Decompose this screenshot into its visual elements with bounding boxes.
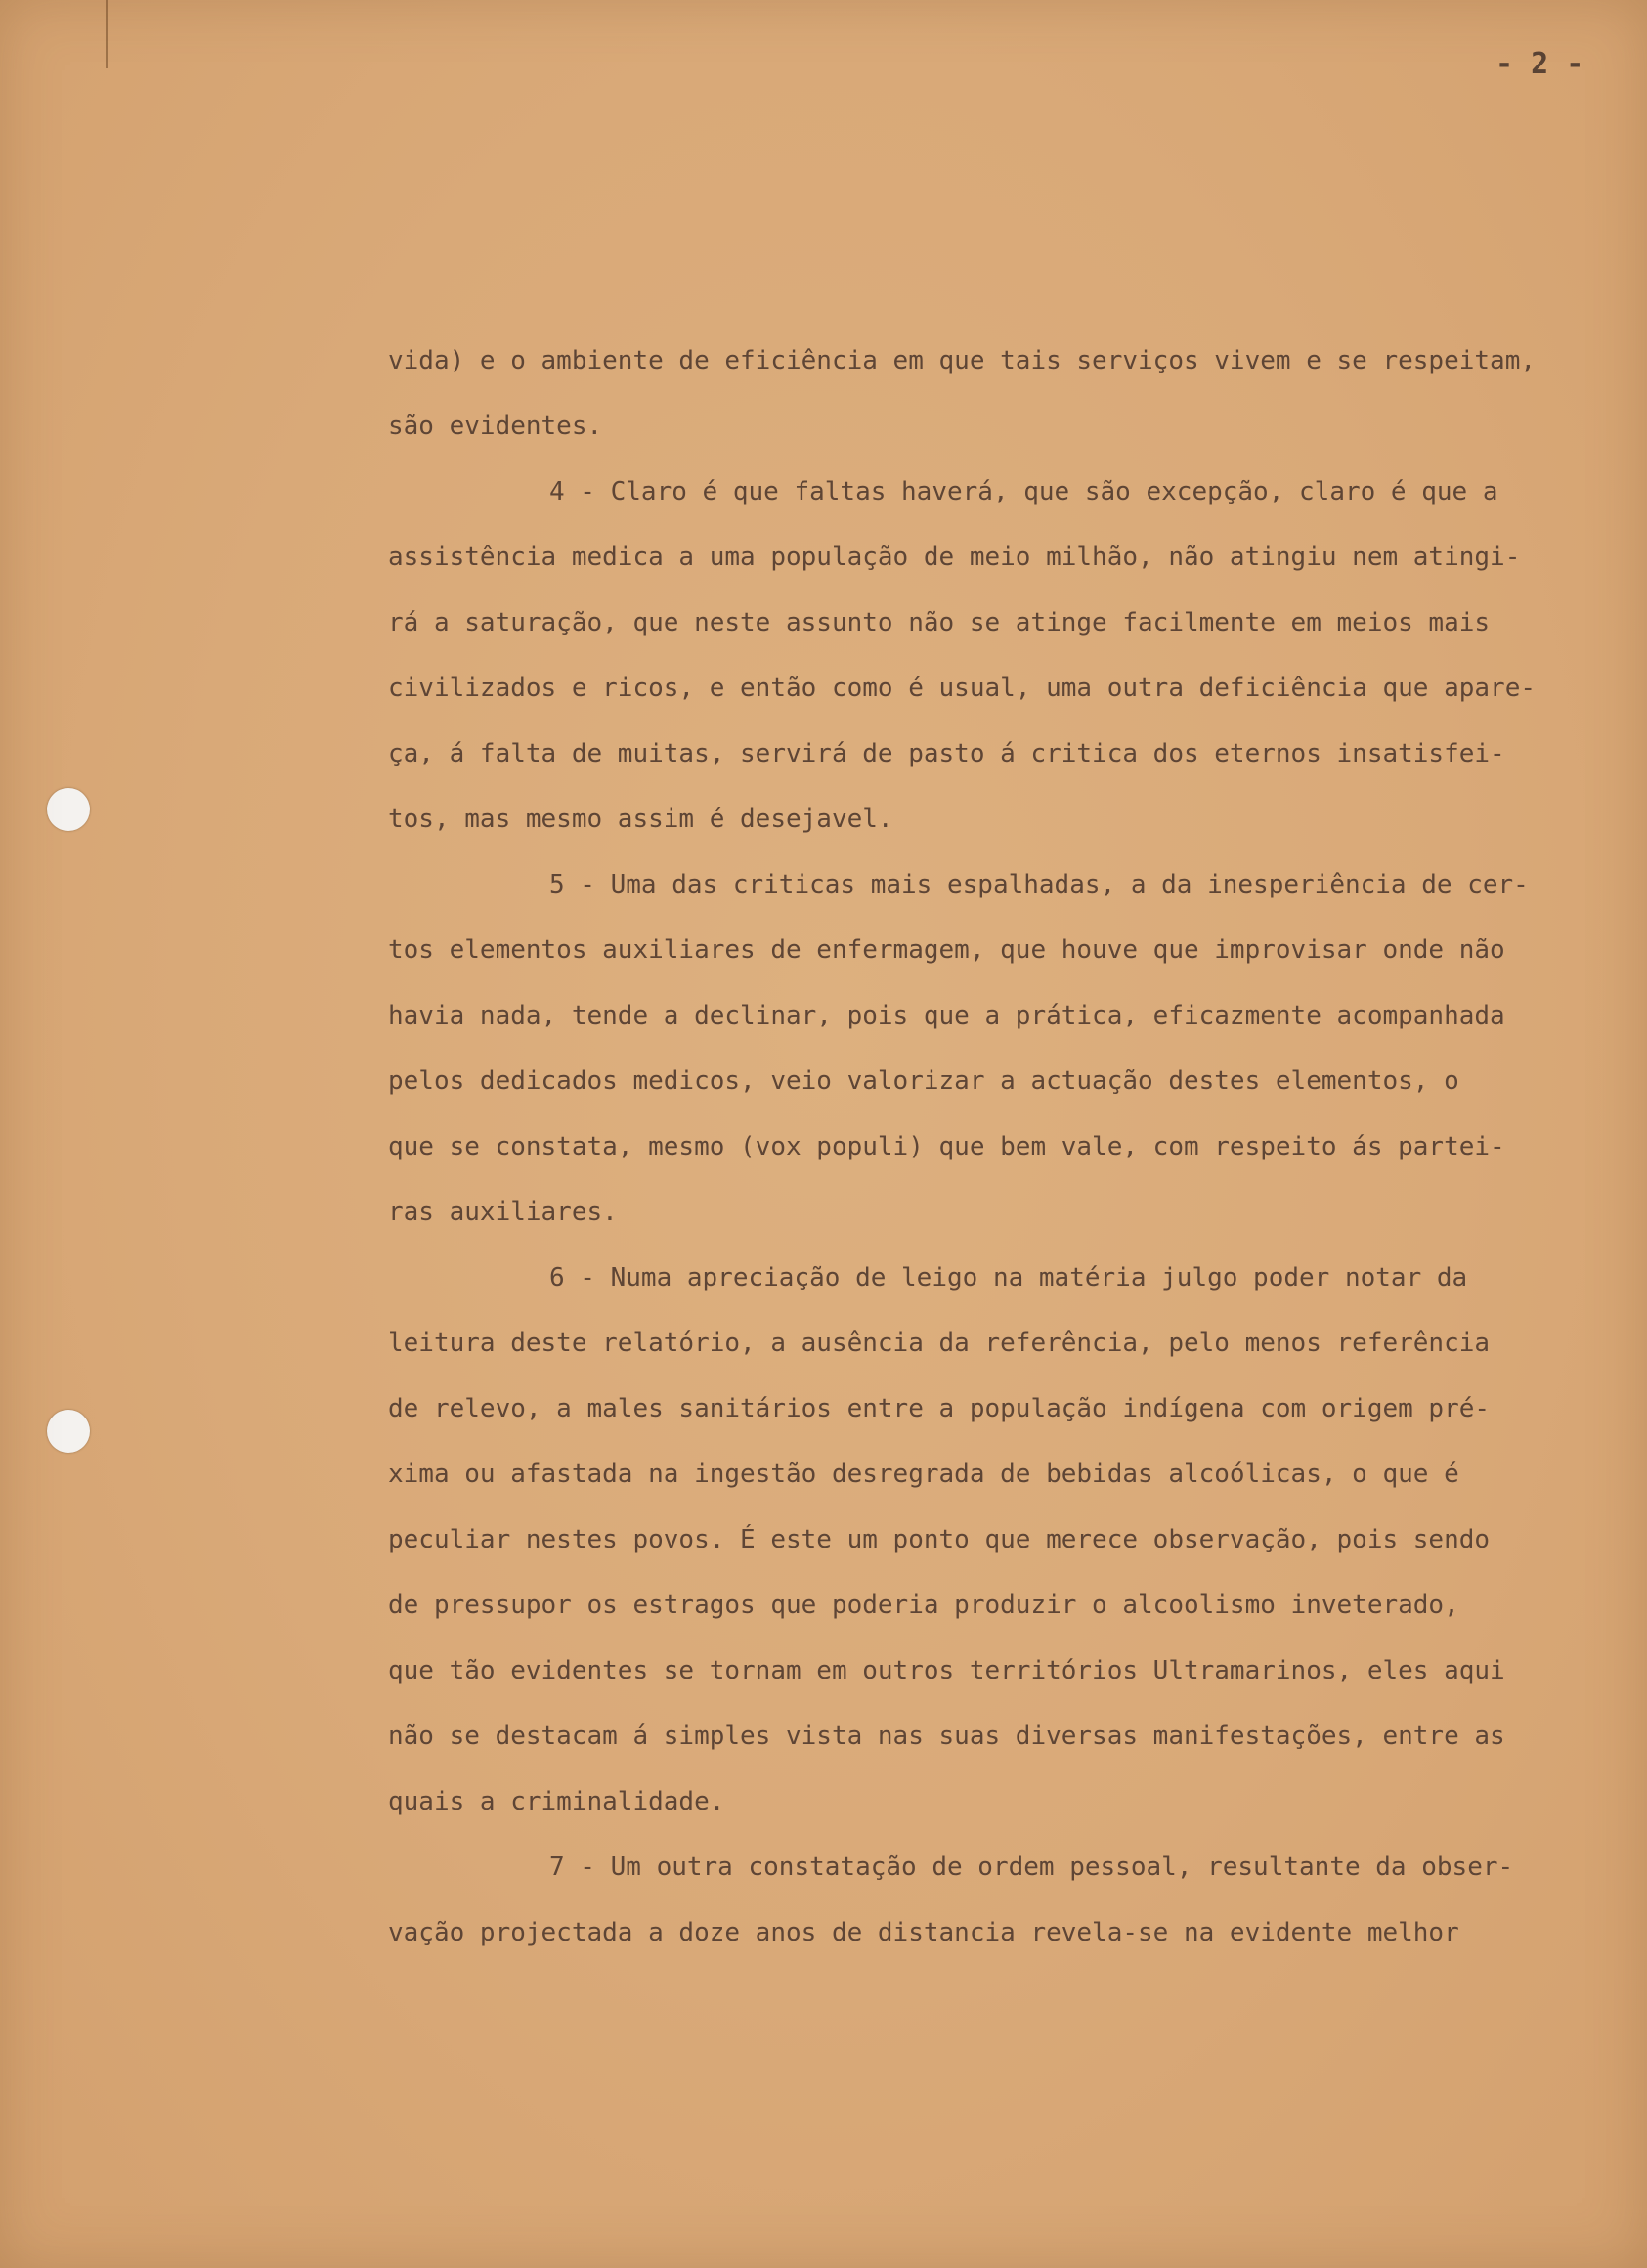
binding-mark <box>106 0 108 68</box>
text-line: civilizados e ricos, e então como é usual, uma outra deficiência que apare- <box>388 674 1536 703</box>
text-line: tos, mas mesmo assim é desejavel. <box>388 805 893 834</box>
text-line: peculiar nestes povos. É este um ponto que merece observação, pois sendo <box>388 1525 1491 1554</box>
text-line: leitura deste relatório, a ausência da referência, pelo menos referência <box>388 1329 1491 1358</box>
text-line: são evidentes. <box>388 412 603 441</box>
text-line: vida) e o ambiente de eficiência em que tais serviços vivem e se respeitam, <box>388 346 1536 375</box>
page-number: - 2 - <box>1495 47 1584 81</box>
text-line: rá a saturação, que neste assunto não se atinge facilmente em meios mais <box>388 608 1491 637</box>
text-line: havia nada, tende a declinar, pois que a prática, eficazmente acompanhada <box>388 1001 1505 1030</box>
text-line: ça, á falta de muitas, servirá de pasto á critica dos eternos insatisfei- <box>388 739 1505 768</box>
text-line: quais a criminalidade. <box>388 1787 725 1816</box>
text-line: assistência medica a uma população de meio milhão, não atingiu nem atingi- <box>388 543 1521 572</box>
text-line: tos elementos auxiliares de enfermagem, que houve que improvisar onde não <box>388 936 1505 965</box>
paragraph-5-start: 5 - Uma das criticas mais espalhadas, a da inesperiência de cer- <box>549 870 1529 899</box>
paragraph-7-start: 7 - Um outra constatação de ordem pessoal, resultante da obser- <box>549 1853 1514 1882</box>
text-line: que tão evidentes se tornam em outros territórios Ultramarinos, eles aqui <box>388 1656 1505 1685</box>
text-line: que se constata, mesmo (vox populi) que bem vale, com respeito ás partei- <box>388 1132 1505 1161</box>
text-line: pelos dedicados medicos, veio valorizar a actuação destes elementos, o <box>388 1067 1459 1096</box>
text-line: de pressupor os estragos que poderia produzir o alcoolismo inveterado, <box>388 1591 1459 1620</box>
text-line: ras auxiliares. <box>388 1198 618 1227</box>
punch-hole-top <box>47 788 90 831</box>
paragraph-4-start: 4 - Claro é que faltas haverá, que são excepção, claro é que a <box>549 477 1498 506</box>
text-line: não se destacam á simples vista nas suas diversas manifestações, entre as <box>388 1722 1505 1751</box>
text-line: xima ou afastada na ingestão desregrada de bebidas alcoólicas, o que é <box>388 1460 1459 1489</box>
text-line: de relevo, a males sanitários entre a população indígena com origem pré- <box>388 1394 1491 1423</box>
typed-body-text <box>388 328 1590 1966</box>
text-line: vação projectada a doze anos de distancia revela-se na evidente melhor <box>388 1918 1459 1947</box>
paragraph-6-start: 6 - Numa apreciação de leigo na matéria julgo poder notar da <box>549 1263 1468 1292</box>
punch-hole-bottom <box>47 1410 90 1453</box>
